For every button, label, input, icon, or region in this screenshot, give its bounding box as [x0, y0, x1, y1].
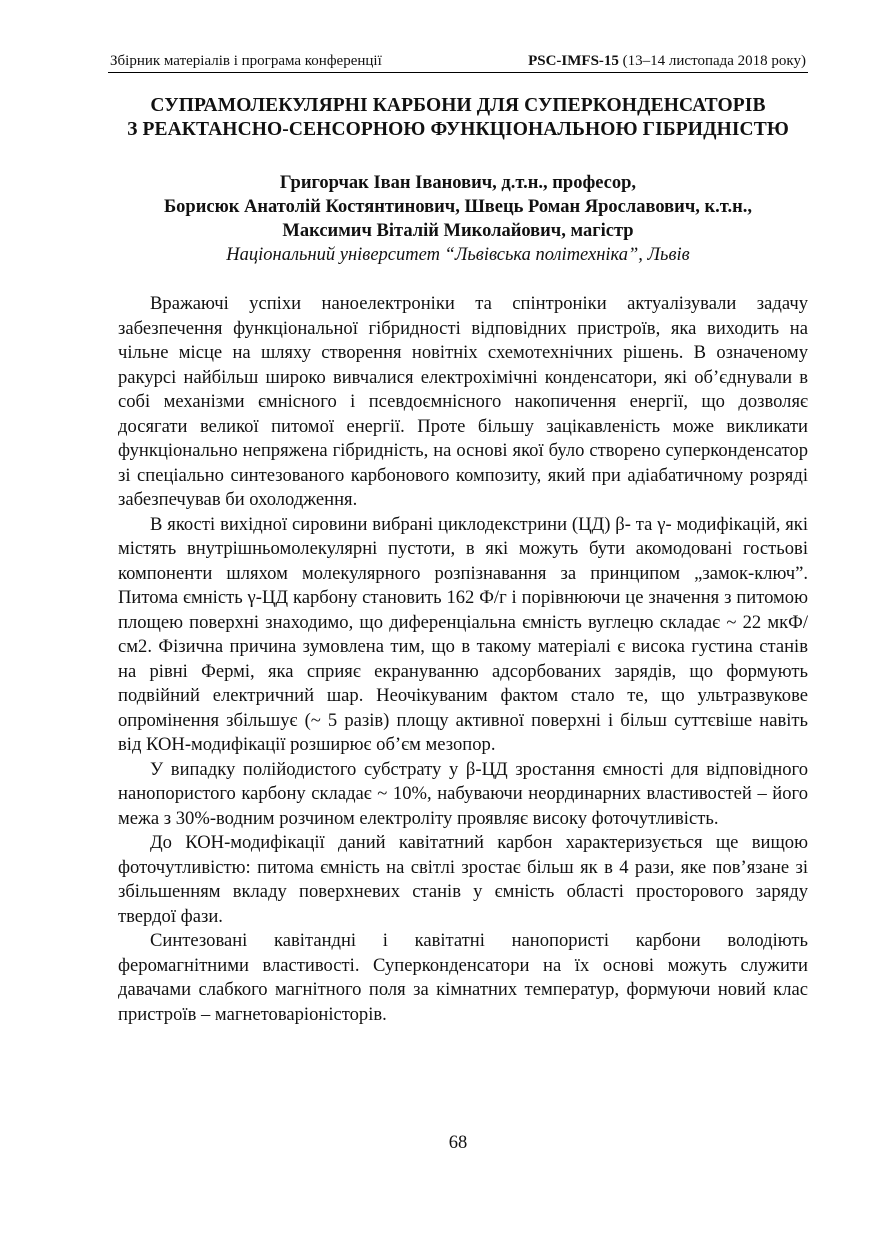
author-list: [108, 171, 808, 243]
header-collection-title: Збірник матеріалів і програма конференції: [110, 53, 382, 69]
affiliation: Національний університет “Львівська політехніка”, Львів: [226, 245, 690, 265]
article-body: [118, 292, 808, 1027]
article-title: [108, 94, 808, 142]
author-line-3: Максимич Віталій Миколайович, магістр: [282, 221, 634, 241]
article-title-line-1: СУПРАМОЛЕКУЛЯРНІ КАРБОНИ ДЛЯ СУПЕРКОНДЕНСАТОРІВ: [150, 95, 766, 116]
header-conference-dates: (13–14 листопада 2018 року): [618, 53, 806, 69]
header-conference-info: [528, 52, 806, 70]
author-line-1: Григорчак Іван Іванович, д.т.н., професор,: [279, 173, 637, 193]
paragraph-2: В якості вихідної сировини вибрані циклодекстрини (ЦД) β- та γ- модифікацій, які містять внутрішньомолекулярні пустоти, в які можуть бути акомодовані гостьові компоненти шляхом молекулярного розпізнавання за принципом „замок-ключ”. Питома ємність γ-ЦД карбону становить 162 Ф/г і порівнюючи це значення з питомою площею поверхні знаходимо, що диференціальна ємність вуглецю складає ~ 22 мкФ/см2. Фізична причина зумовлена тим, що в такому матеріалі є висока густина станів на рівні Фермі, яка сприяє екрануванню адсорбованих зарядів, що формують подвійний електричний шар. Неочікуваним фактом стало те, що ультразвукове опромінення збільшує (~ 5 разів) площу активної поверхні і більш суттєвіше навіть від КОН-модифікації розширює об’єм мезопор.: [118, 513, 808, 755]
paragraph-5: Синтезовані кавітандні і кавітатні нанопористі карбони володіють феромагнітними властивості. Суперконденсатори на їх основі можуть служити давачами слабкого магнітного поля за кімнатних температур, формуючи новий клас пристроїв – магнетоваріоністорів.: [118, 930, 808, 1025]
paragraph-1: Вражаючі успіхи наноелектроніки та спінтроніки актуалізували задачу забезпечення функціональної гібридності відповідних пристроїв, яка виходить на чільне місце на шляху створення новітніх схемотехнічних рішень. В означеному ракурсі найбільш широко вивчалися електрохімічні конденсатори, які об’єднували в собі механізми ємнісного і псевдоємнісного накопичення енергії, що дозволяє досягати великої питомої енергії. Проте більшу зацікавленість може викликати функціонально непряжена гібридність, на основі якої було створено суперконденсатор зі спеціально синтезованого карбонового композиту, який при адіабатичному розряді забезпечував би охолодження.: [118, 293, 808, 510]
paragraph-4: До КОН-модифікації даний кавітатний карбон характеризується ще вищою фоточутливістю: питома ємність на світлі зростає більш як в 4 рази, яке пов’язане зі збільшенням вкладу поверхневих станів у ємність області просторового заряду твердої фази.: [118, 832, 808, 927]
author-line-2: Борисюк Анатолій Костянтинович, Швець Роман Ярославович, к.т.н.,: [163, 197, 753, 217]
running-header: [108, 50, 808, 73]
article-title-line-2: З РЕАКТАНСНО-СЕНСОРНОЮ ФУНКЦІОНАЛЬНОЮ ГІБРИДНІСТЮ: [127, 119, 789, 140]
header-conference-code: PSC-IMFS-15: [528, 53, 619, 69]
paragraph-3: У випадку полійодистого субстрату у β-ЦД зростання ємності для відповідного нанопористого карбону складає ~ 10%, набуваючи неординарних властивостей – його межа з 30%-водним розчином електроліту проявляє високу фоточутливість.: [118, 758, 808, 829]
page-number: 68: [448, 1133, 468, 1153]
